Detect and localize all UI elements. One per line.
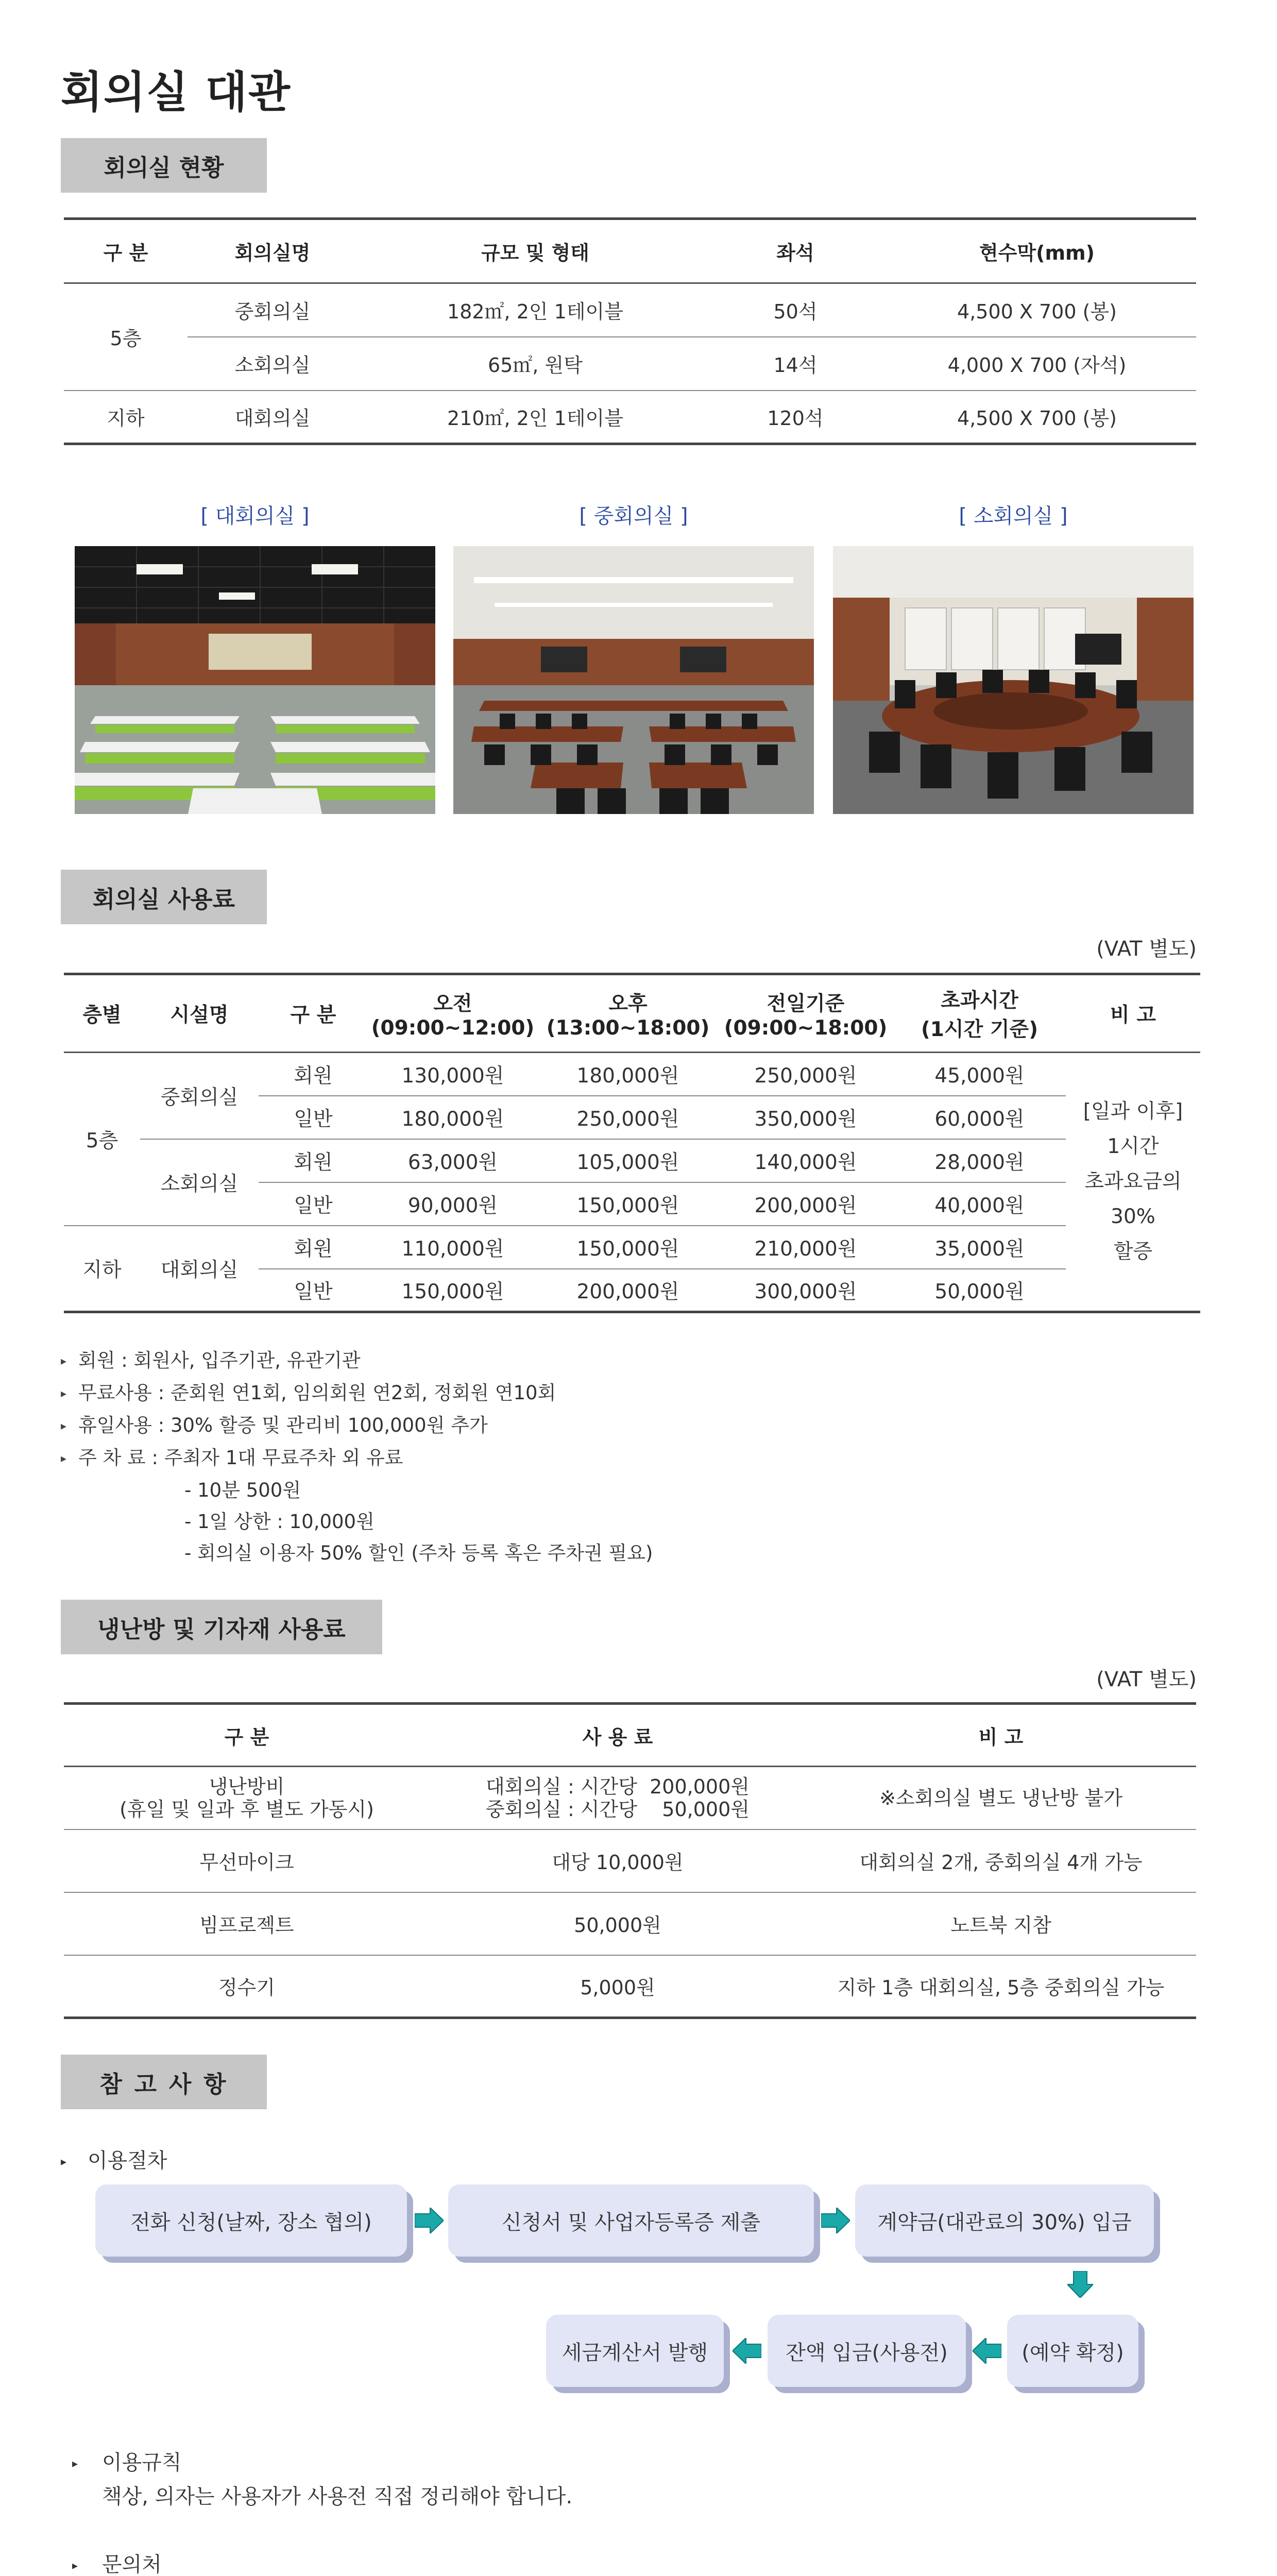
section-label-fees: 회의실 사용료 [61,870,267,924]
table-row [64,1053,1200,1096]
fee-note-text: 회원 : 회원사, 입주기관, 유관기관 [78,1349,361,1371]
fee-header-type: 구 분 [259,974,368,1053]
photo-caption-large: [ 대회의실 ] [200,504,310,528]
equip-fee [430,1767,806,1829]
bullet-icon: ▸ [61,2155,67,2168]
mid-room-photo [453,546,814,814]
equip-fee-line: 대회의실 : 시간당 200,000원 [486,1775,750,1798]
bullet-icon: ▸ [61,1420,67,1433]
status-room-seats: 120석 [713,391,878,444]
arrow-left-icon [973,2338,1001,2364]
status-room-name: 중회의실 [234,300,311,324]
bullet-icon: ▸ [61,1452,67,1465]
rules-label [72,2446,182,2476]
equip-fee: 5,000원 [430,1955,806,2018]
status-room-size: 210㎡, 2인 1테이블 [357,391,713,444]
fee-note-text: 휴일사용 : 30% 할증 및 관리비 100,000원 추가 [78,1414,488,1436]
fee-over: 28,000원 [893,1139,1066,1182]
procedure-step-invoice: 세금계산서 발행 [546,2315,724,2387]
fee-note-item [61,1442,653,1475]
fee-am: 110,000원 [368,1226,538,1269]
fee-pm: 150,000원 [538,1182,718,1226]
table-row [64,1892,1196,1955]
fee-over: 35,000원 [893,1226,1066,1269]
fee-room-large: 대회의실 [140,1226,259,1312]
status-floor-b: 지하 [64,391,188,444]
fee-pm: 105,000원 [538,1139,718,1182]
fee-day: 350,000원 [718,1096,893,1139]
fee-note-item [61,1345,653,1377]
photo-caption-mid: [ 중회의실 ] [579,504,688,528]
status-room-banner: 4,000 X 700 (자석) [878,337,1196,391]
fee-header-am-time: (09:00~12:00) [371,1016,535,1040]
fee-remark [1066,1053,1200,1312]
fee-day: 300,000원 [718,1269,893,1312]
fee-type: 일반 [259,1182,368,1226]
fee-notes [61,1345,653,1569]
large-room-photo [75,546,435,814]
table-row [64,1226,1200,1269]
equip-header-note: 비 고 [806,1704,1196,1767]
fee-header-am [368,974,538,1053]
fee-note-subitem: - 회의실 이용자 50% 할인 (주차 등록 혹은 주차권 필요) [184,1542,653,1564]
fee-note-text: 주 차 료 : 주최자 1대 무료주차 외 유료 [78,1447,403,1469]
fee-over: 50,000원 [893,1269,1066,1312]
status-room-size: 182㎡, 2인 1테이블 [447,300,623,324]
fee-room-small: 소회의실 [140,1139,259,1226]
procedure-step-documents: 신청서 및 사업자등록증 제출 [448,2184,814,2257]
fee-header-day-time: (09:00~18:00) [724,1016,888,1040]
equip-vat-note: (VAT 별도) [1096,1668,1197,1691]
fee-header-over-label: 초과시간 [941,989,1018,1012]
procedure-step-confirm: (예약 확정) [1007,2315,1138,2387]
fee-floor-5: 5층 [86,1129,118,1153]
rules-text: 책상, 의자는 사용자가 사용전 직접 정리해야 합니다. [102,2485,573,2509]
procedure-step-phone: 전화 신청(날짜, 장소 협의) [95,2184,407,2257]
fee-am: 180,000원 [368,1096,538,1139]
status-room-size: 65㎡, 원탁 [357,337,713,391]
fee-pm: 180,000원 [576,1064,679,1088]
equip-note: 대회의실 2개, 중회의실 4개 가능 [806,1829,1196,1892]
equip-note: 지하 1층 대회의실, 5층 중회의실 가능 [806,1955,1196,2018]
fee-note-text: 무료사용 : 준회원 연1회, 임의회원 연2회, 정회원 연10회 [78,1382,556,1404]
fee-am: 63,000원 [368,1139,538,1182]
fee-floor-b: 지하 [64,1226,140,1312]
fee-note-subitem: - 1일 상한 : 10,000원 [184,1511,374,1533]
fee-type: 회원 [259,1139,368,1182]
fee-type: 일반 [259,1269,368,1312]
fee-note-subitem: - 10분 500원 [184,1479,301,1501]
fee-note-item [61,1377,653,1410]
fee-type: 회원 [259,1226,368,1269]
status-room-banner: 4,500 X 700 (봉) [878,391,1196,444]
status-room-name: 대회의실 [188,391,357,444]
fee-header-pm [538,974,718,1053]
equipment-table [64,1702,1196,2019]
equip-item-line: 냉난방비 [209,1775,285,1798]
status-header-size: 규모 및 형태 [357,219,713,283]
table-row [64,1139,1200,1182]
section-label-status: 회의실 현황 [61,138,267,193]
bullet-icon: ▸ [72,2559,78,2572]
page-title: 회의실 대관 [61,67,291,117]
fee-remark-line: 1시간 [1107,1135,1159,1158]
equip-fee: 대당 10,000원 [430,1829,806,1892]
table-row [64,337,1196,391]
status-room-seats: 50석 [773,300,818,324]
fee-day: 200,000원 [718,1182,893,1226]
status-room-seats: 14석 [713,337,878,391]
fee-remark-line: 할증 [1113,1240,1153,1263]
fee-header-day [718,974,893,1053]
fee-am: 150,000원 [368,1269,538,1312]
table-row [64,1767,1196,1829]
fee-header-day-label: 전일기준 [767,992,845,1015]
fee-note-item [61,1410,653,1442]
equip-item-line: (휴일 및 일과 후 별도 가동시) [120,1798,374,1821]
status-room-banner: 4,500 X 700 (봉) [957,300,1117,324]
equip-item: 정수기 [64,1955,430,2018]
arrow-right-icon [821,2208,850,2233]
fee-remark-line: 초과요금의 30% [1084,1170,1182,1228]
arrow-right-icon [415,2208,444,2233]
status-floor-5: 5층 [110,327,142,350]
bullet-icon: ▸ [61,1387,67,1400]
contact-label-text: 문의처 [102,2553,162,2576]
procedure-label-text: 이용절차 [88,2149,167,2173]
status-header-name: 회의실명 [188,219,357,283]
equip-header-item: 구 분 [64,1704,430,1767]
fee-am: 130,000원 [401,1064,504,1088]
status-table [64,217,1196,445]
fee-over: 45,000원 [934,1064,1025,1088]
status-header-type: 구 분 [64,219,188,283]
equip-header-fee: 사 용 료 [430,1704,806,1767]
fee-remark-line: [일과 이후] [1083,1100,1183,1123]
fee-day: 210,000원 [718,1226,893,1269]
fee-room-mid: 중회의실 [160,1086,239,1109]
fee-over: 60,000원 [893,1096,1066,1139]
fee-over: 40,000원 [893,1182,1066,1226]
procedure-label [61,2144,167,2174]
status-header-seats: 좌석 [713,219,878,283]
status-header-banner: 현수막(mm) [878,219,1196,283]
table-row [64,391,1196,444]
procedure-step-deposit: 계약금(대관료의 30%) 입금 [855,2184,1154,2257]
rules-label-text: 이용규칙 [102,2451,182,2475]
bullet-icon: ▸ [61,1355,67,1368]
fee-header-am-label: 오전 [433,992,472,1015]
fee-pm: 250,000원 [538,1096,718,1139]
fee-header-pm-label: 오후 [608,992,648,1015]
arrow-left-icon [733,2338,761,2364]
section-label-equipment: 냉난방 및 기자재 사용료 [61,1600,382,1654]
equip-item: 빔프로젝트 [64,1892,430,1955]
fee-header-pm-time: (13:00~18:00) [546,1016,710,1040]
table-row [64,1829,1196,1892]
procedure-step-balance: 잔액 입금(사용전) [768,2315,966,2387]
equip-item: 무선마이크 [64,1829,430,1892]
fee-type: 회원 [294,1064,333,1088]
fee-day: 250,000원 [754,1064,857,1088]
table-row [64,283,1196,337]
equip-note: 노트북 지참 [806,1892,1196,1955]
status-room-name: 소회의실 [188,337,357,391]
equip-fee-line: 중회의실 : 시간당 50,000원 [486,1798,750,1821]
fee-pm: 200,000원 [538,1269,718,1312]
arrow-down-icon [1067,2271,1093,2298]
fee-header-facility: 시설명 [140,974,259,1053]
fee-am: 90,000원 [368,1182,538,1226]
fee-type: 일반 [259,1096,368,1139]
fee-pm: 150,000원 [538,1226,718,1269]
photo-caption-small: [ 소회의실 ] [959,504,1068,528]
fee-header-over [893,974,1066,1053]
equip-note: ※소회의실 별도 냉난방 불가 [879,1786,1122,1809]
equip-fee: 50,000원 [430,1892,806,1955]
fee-header-floor: 층별 [64,974,140,1053]
equip-item [64,1767,430,1829]
fee-day: 140,000원 [718,1139,893,1182]
fee-header-note: 비 고 [1066,974,1200,1053]
section-label-notes: 참 고 사 항 [61,2055,267,2109]
fee-vat-note: (VAT 별도) [1096,937,1197,961]
bullet-icon: ▸ [72,2457,78,2470]
fee-table [64,973,1200,1313]
contact-label [72,2548,162,2576]
small-room-photo [833,546,1194,814]
table-row [64,1955,1196,2018]
fee-header-over-time: (1시간 기준) [921,1018,1038,1041]
